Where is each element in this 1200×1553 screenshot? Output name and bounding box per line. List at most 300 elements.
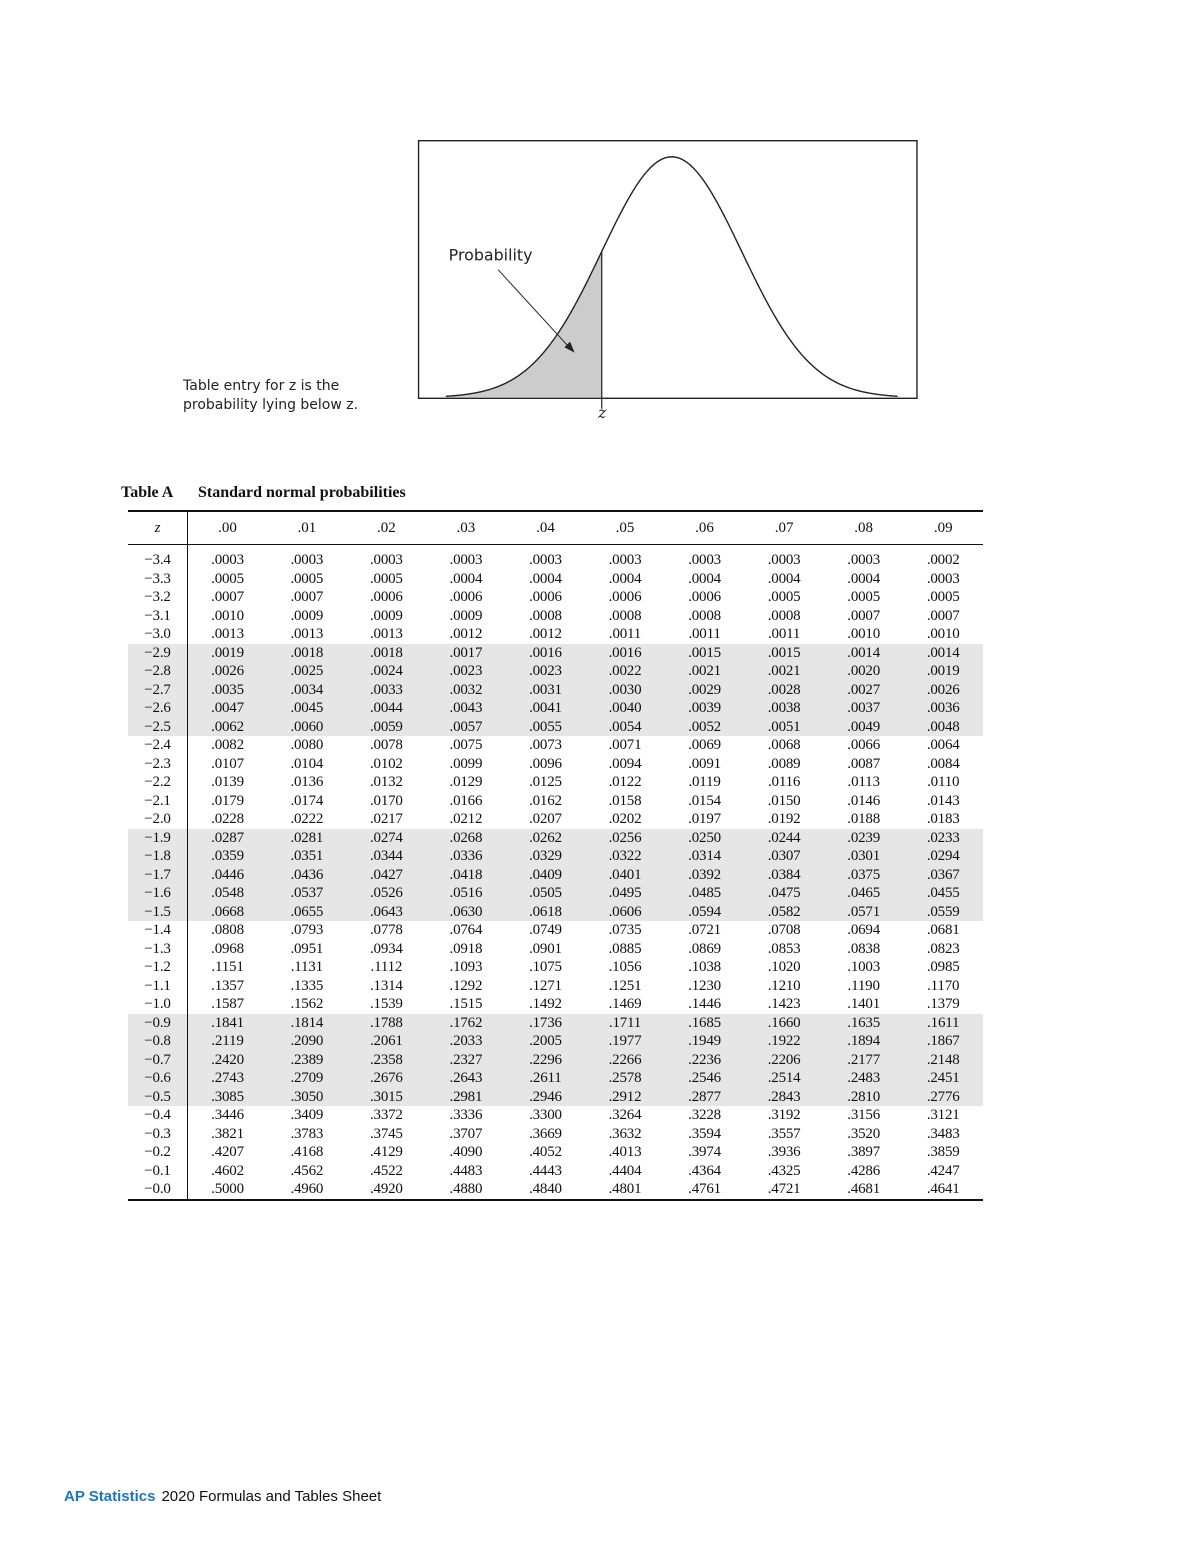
probability-cell: .0217 — [369, 811, 403, 827]
probability-cell: .0031 — [506, 681, 586, 700]
probability-cell: .0004 — [767, 570, 801, 587]
probability-cell: .0749 — [529, 922, 562, 938]
table-row — [128, 958, 983, 977]
probability-cell: .0436 — [267, 866, 347, 885]
probability-cell: .2611 — [506, 1069, 586, 1088]
probability-cell: .2420 — [188, 1051, 268, 1070]
z-value-cell: −2.4 — [128, 736, 188, 755]
probability-cell: .0002 — [926, 552, 960, 568]
probability-cell: .0015 — [665, 644, 745, 663]
probability-cell: .0808 — [211, 922, 244, 938]
caption-line: Table entry for z is the — [183, 378, 340, 394]
column-header: .09 — [933, 519, 953, 536]
probability-cell: .0764 — [449, 922, 483, 938]
probability-cell: .0016 — [585, 644, 665, 663]
probability-cell: .0045 — [267, 699, 347, 718]
probability-cell: .0008 — [529, 607, 562, 624]
z-value-cell: −1.1 — [128, 977, 188, 996]
probability-cell: .1292 — [449, 977, 483, 994]
z-value-cell: −0.1 — [128, 1162, 188, 1181]
probability-cell: .0951 — [290, 940, 324, 957]
table-header-row — [128, 511, 983, 545]
probability-cell: .0043 — [426, 699, 506, 718]
probability-cell: .0162 — [529, 792, 562, 809]
z-value-cell: −3.1 — [128, 607, 188, 626]
probability-cell: .0005 — [369, 570, 403, 587]
probability-cell: .3483 — [926, 1125, 960, 1142]
probability-cell: .1685 — [665, 1014, 745, 1033]
probability-cell: .0069 — [688, 737, 721, 753]
probability-cell: .0087 — [847, 755, 881, 772]
probability-cell: .1635 — [824, 1014, 904, 1033]
table-row — [128, 699, 983, 718]
z-value-cell: −0.7 — [128, 1051, 188, 1070]
probability-cell: .0505 — [506, 884, 586, 903]
table-name: Standard normal probabilities — [198, 484, 406, 501]
probability-cell: .0102 — [369, 755, 403, 772]
probability-cell: .2090 — [267, 1032, 347, 1051]
probability-cell: .0037 — [824, 699, 904, 718]
probability-cell: .1660 — [744, 1014, 824, 1033]
z-value-cell: −1.7 — [128, 866, 188, 885]
probability-cell: .0367 — [903, 866, 983, 885]
table-row — [128, 792, 983, 811]
probability-cell: .1841 — [188, 1014, 268, 1033]
probability-cell: .2483 — [824, 1069, 904, 1088]
probability-cell: .0166 — [449, 792, 483, 809]
probability-cell: .0375 — [824, 866, 904, 885]
probability-cell: .0007 — [211, 589, 244, 605]
z-value-cell: −2.7 — [128, 681, 188, 700]
probability-cell: .0885 — [608, 940, 642, 957]
probability-label: Probability — [448, 245, 533, 265]
probability-cell: .3557 — [767, 1125, 801, 1142]
z-value-cell: −2.6 — [128, 699, 188, 718]
probability-cell: .2877 — [665, 1088, 745, 1107]
probability-cell: .0582 — [744, 903, 824, 922]
probability-cell: .3520 — [847, 1125, 881, 1142]
probability-cell: .0183 — [926, 811, 960, 827]
z-value-cell: −3.2 — [128, 588, 188, 607]
probability-cell: .2912 — [585, 1088, 665, 1107]
probability-cell: .4129 — [369, 1144, 403, 1160]
probability-cell: .0838 — [847, 940, 881, 957]
probability-cell: .4013 — [608, 1144, 642, 1160]
probability-cell: .0392 — [665, 866, 745, 885]
table-row — [128, 995, 983, 1014]
z-value-cell: −2.5 — [128, 718, 188, 737]
probability-cell: .3821 — [211, 1125, 244, 1142]
probability-cell: .0051 — [744, 718, 824, 737]
probability-cell: .1210 — [767, 977, 801, 994]
probability-cell: .0606 — [585, 903, 665, 922]
probability-cell: .3745 — [369, 1125, 403, 1142]
probability-cell: .0384 — [744, 866, 824, 885]
probability-cell: .0003 — [847, 552, 881, 568]
probability-cell: .1539 — [369, 996, 403, 1012]
probability-cell: .3446 — [211, 1107, 244, 1123]
probability-cell: .0735 — [608, 922, 642, 938]
probability-cell: .2296 — [506, 1051, 586, 1070]
probability-cell: .0006 — [688, 589, 721, 605]
table-row — [128, 1180, 983, 1200]
probability-cell: .1271 — [529, 977, 562, 994]
probability-cell: .3156 — [847, 1107, 881, 1123]
probability-cell: .0934 — [369, 940, 403, 957]
probability-cell: .0012 — [449, 626, 483, 642]
probability-cell: .2810 — [824, 1088, 904, 1107]
probability-cell: .0006 — [449, 589, 483, 605]
probability-cell: .1038 — [688, 959, 721, 975]
probability-cell: .0793 — [290, 922, 324, 938]
probability-cell: .0455 — [903, 884, 983, 903]
z-value-cell: −0.0 — [128, 1180, 188, 1200]
probability-cell: .0006 — [608, 589, 642, 605]
probability-cell: .0409 — [506, 866, 586, 885]
probability-cell: .0154 — [688, 792, 721, 809]
probability-cell: .0003 — [688, 552, 721, 568]
probability-cell: .1814 — [267, 1014, 347, 1033]
probability-cell: .0044 — [347, 699, 427, 718]
probability-cell: .1736 — [506, 1014, 586, 1033]
probability-cell: .3859 — [926, 1144, 960, 1160]
probability-cell: .0823 — [926, 940, 960, 957]
probability-cell: .1867 — [903, 1032, 983, 1051]
probability-cell: .1112 — [370, 959, 403, 975]
probability-cell: .0516 — [426, 884, 506, 903]
probability-cell: .2061 — [347, 1032, 427, 1051]
probability-cell: .1314 — [369, 977, 403, 994]
table-row — [128, 545, 983, 570]
probability-cell: .0082 — [211, 737, 244, 753]
probability-cell: .2119 — [188, 1032, 268, 1051]
probability-cell: .3300 — [529, 1107, 562, 1123]
z-value-cell: −3.4 — [128, 545, 188, 570]
probability-cell: .0036 — [903, 699, 983, 718]
probability-cell: .0212 — [449, 811, 483, 827]
probability-cell: .0057 — [426, 718, 506, 737]
figure-caption — [183, 377, 358, 415]
probability-cell: .4801 — [608, 1181, 642, 1197]
probability-cell: .0003 — [290, 552, 324, 568]
probability-cell: .4286 — [847, 1162, 881, 1179]
probability-cell: .0174 — [290, 792, 324, 809]
probability-cell: .0281 — [267, 829, 347, 848]
probability-cell: .0158 — [608, 792, 642, 809]
probability-cell: .0024 — [347, 662, 427, 681]
z-value-cell: −2.0 — [128, 810, 188, 829]
probability-cell: .0668 — [188, 903, 268, 922]
column-header: .07 — [774, 519, 794, 536]
probability-cell: .4207 — [211, 1144, 244, 1160]
probability-cell: .0073 — [529, 737, 562, 753]
z-value-cell: −0.8 — [128, 1032, 188, 1051]
probability-cell: .0329 — [506, 847, 586, 866]
probability-cell: .0018 — [267, 644, 347, 663]
probability-cell: .0475 — [744, 884, 824, 903]
probability-cell: .0028 — [744, 681, 824, 700]
probability-cell: .2981 — [426, 1088, 506, 1107]
probability-cell: .1788 — [347, 1014, 427, 1033]
probability-cell: .3228 — [688, 1107, 721, 1123]
probability-cell: .1611 — [903, 1014, 983, 1033]
z-value-cell: −1.6 — [128, 884, 188, 903]
probability-cell: .0694 — [847, 922, 881, 938]
probability-cell: .0853 — [767, 940, 801, 957]
probability-cell: .0618 — [506, 903, 586, 922]
probability-cell: .0010 — [211, 607, 244, 624]
probability-cell: .0179 — [211, 792, 244, 809]
probability-cell: .0034 — [267, 681, 347, 700]
probability-cell: .3264 — [608, 1107, 642, 1123]
z-value-cell: −1.0 — [128, 995, 188, 1014]
probability-cell: .0062 — [188, 718, 268, 737]
probability-cell: .0250 — [665, 829, 745, 848]
page-footer — [64, 1488, 381, 1505]
probability-cell: .1711 — [585, 1014, 665, 1033]
probability-cell: .0188 — [847, 811, 881, 827]
probability-cell: .3936 — [767, 1144, 801, 1160]
probability-cell: .2206 — [744, 1051, 824, 1070]
probability-cell: .1251 — [608, 977, 642, 994]
column-header: .02 — [376, 519, 396, 536]
probability-cell: .0089 — [767, 755, 801, 772]
probability-cell: .1020 — [767, 959, 801, 975]
z-value-cell: −3.0 — [128, 625, 188, 644]
probability-cell: .0021 — [665, 662, 745, 681]
probability-cell: .0003 — [449, 552, 483, 568]
probability-cell: .0048 — [903, 718, 983, 737]
probability-cell: .0465 — [824, 884, 904, 903]
probability-cell: .2946 — [506, 1088, 586, 1107]
probability-cell: .0630 — [426, 903, 506, 922]
probability-cell: .1075 — [529, 959, 562, 975]
probability-cell: .0336 — [426, 847, 506, 866]
probability-cell: .0005 — [847, 589, 881, 605]
probability-cell: .2776 — [903, 1088, 983, 1107]
z-value-cell: −0.9 — [128, 1014, 188, 1033]
table-row — [128, 829, 983, 848]
probability-cell: .0104 — [290, 755, 324, 772]
probability-cell: .0150 — [767, 792, 801, 809]
probability-cell: .0110 — [927, 774, 960, 790]
probability-cell: .0035 — [188, 681, 268, 700]
probability-cell: .2327 — [426, 1051, 506, 1070]
z-value-cell: −2.9 — [128, 644, 188, 663]
table-row — [128, 921, 983, 940]
probability-cell: .0068 — [767, 737, 801, 753]
probability-cell: .1056 — [608, 959, 642, 975]
probability-cell: .2578 — [585, 1069, 665, 1088]
probability-cell: .0039 — [665, 699, 745, 718]
table-row — [128, 1014, 983, 1033]
probability-cell: .1093 — [449, 959, 483, 975]
probability-cell: .0017 — [426, 644, 506, 663]
probability-cell: .0233 — [903, 829, 983, 848]
probability-cell: .2358 — [347, 1051, 427, 1070]
table-row — [128, 1125, 983, 1144]
probability-cell: .0071 — [608, 737, 642, 753]
probability-cell: .0571 — [824, 903, 904, 922]
probability-cell: .3707 — [449, 1125, 483, 1142]
probability-cell: .0136 — [290, 774, 324, 790]
probability-cell: .0006 — [369, 589, 403, 605]
z-value-cell: −3.3 — [128, 570, 188, 589]
probability-cell: .0401 — [585, 866, 665, 885]
probability-cell: .0287 — [188, 829, 268, 848]
table-row — [128, 977, 983, 996]
probability-cell: .1446 — [688, 996, 721, 1012]
probability-cell: .0032 — [426, 681, 506, 700]
probability-cell: .1379 — [926, 996, 960, 1012]
probability-cell: .0256 — [585, 829, 665, 848]
probability-cell: .0526 — [347, 884, 427, 903]
probability-cell: .0022 — [585, 662, 665, 681]
probability-cell: .0009 — [290, 607, 324, 624]
probability-cell: .0129 — [449, 774, 483, 790]
probability-cell: .3372 — [369, 1107, 403, 1123]
normal-curve — [446, 157, 898, 396]
table-row — [128, 736, 983, 755]
z-value-cell: −1.3 — [128, 940, 188, 959]
probability-cell: .1170 — [927, 977, 960, 994]
probability-cell: .0009 — [449, 607, 483, 624]
probability-cell: .1230 — [688, 977, 721, 994]
probability-cell: .4443 — [529, 1162, 562, 1179]
probability-cell: .0007 — [926, 607, 960, 624]
z-value-cell: −0.2 — [128, 1143, 188, 1162]
probability-cell: .3974 — [688, 1144, 721, 1160]
probability-cell: .0192 — [767, 811, 801, 827]
probability-cell: .0027 — [824, 681, 904, 700]
probability-cell: .2005 — [506, 1032, 586, 1051]
probability-cell: .0344 — [347, 847, 427, 866]
probability-cell: .4681 — [847, 1181, 881, 1197]
probability-cell: .4960 — [290, 1181, 324, 1197]
probability-cell: .0066 — [847, 737, 881, 753]
probability-cell: .0485 — [665, 884, 745, 903]
table-title — [121, 484, 406, 502]
probability-cell: .0096 — [529, 755, 562, 772]
z-value-cell: −2.3 — [128, 755, 188, 774]
probability-cell: .0010 — [847, 626, 881, 642]
probability-cell: .0301 — [824, 847, 904, 866]
probability-cell: .0075 — [449, 737, 483, 753]
probability-cell: .4483 — [449, 1162, 483, 1179]
table-row — [128, 866, 983, 885]
probability-cell: .0008 — [608, 607, 642, 624]
probability-cell: .1587 — [211, 996, 244, 1012]
probability-cell: .0038 — [744, 699, 824, 718]
probability-cell: .0170 — [369, 792, 403, 809]
probability-cell: .0268 — [426, 829, 506, 848]
probability-cell: .0080 — [290, 737, 324, 753]
probability-cell: .0132 — [369, 774, 403, 790]
probability-cell: .0016 — [506, 644, 586, 663]
probability-cell: .0003 — [369, 552, 403, 568]
probability-cell: .5000 — [211, 1181, 244, 1197]
probability-cell: .0023 — [426, 662, 506, 681]
probability-cell: .1515 — [449, 996, 483, 1012]
probability-cell: .0307 — [744, 847, 824, 866]
probability-cell: .1492 — [529, 996, 562, 1012]
probability-cell: .0968 — [211, 940, 244, 957]
standard-normal-table — [128, 510, 983, 1201]
z-value-cell: −2.1 — [128, 792, 188, 811]
probability-cell: .0003 — [926, 570, 960, 587]
probability-cell: .4880 — [449, 1181, 483, 1197]
probability-cell: .1190 — [847, 977, 880, 994]
probability-cell: .0239 — [824, 829, 904, 848]
probability-cell: .2709 — [267, 1069, 347, 1088]
probability-cell: .2743 — [188, 1069, 268, 1088]
table-row — [128, 884, 983, 903]
probability-cell: .4247 — [926, 1162, 960, 1179]
probability-cell: .2236 — [665, 1051, 745, 1070]
probability-cell: .0004 — [847, 570, 881, 587]
probability-cell: .4761 — [688, 1181, 721, 1197]
probability-cell: .1977 — [585, 1032, 665, 1051]
probability-cell: .3669 — [529, 1125, 562, 1142]
probability-cell: .0012 — [529, 626, 562, 642]
probability-cell: .0901 — [529, 940, 562, 957]
probability-cell: .0202 — [608, 811, 642, 827]
table-row — [128, 662, 983, 681]
probability-cell: .0013 — [211, 626, 244, 642]
column-header: .00 — [218, 519, 237, 536]
probability-cell: .3192 — [767, 1107, 801, 1123]
probability-cell: .4562 — [290, 1162, 324, 1179]
table-label: Table A — [121, 484, 174, 501]
z-value-cell: −1.4 — [128, 921, 188, 940]
probability-cell: .0537 — [267, 884, 347, 903]
z-column-header: z — [128, 511, 188, 545]
table-row — [128, 1106, 983, 1125]
probability-cell: .4522 — [369, 1162, 403, 1179]
probability-cell: .0084 — [926, 755, 960, 772]
probability-cell: .0047 — [188, 699, 268, 718]
probability-cell: .0004 — [529, 570, 562, 587]
probability-cell: .3594 — [688, 1125, 721, 1142]
probability-cell: .4090 — [449, 1144, 483, 1160]
table-row — [128, 644, 983, 663]
probability-cell: .0446 — [188, 866, 268, 885]
probability-cell: .0041 — [506, 699, 586, 718]
z-value-cell: −1.9 — [128, 829, 188, 848]
probability-cell: .1469 — [608, 996, 642, 1012]
probability-cell: .0059 — [347, 718, 427, 737]
probability-cell: .2148 — [903, 1051, 983, 1070]
probability-cell: .1335 — [290, 977, 324, 994]
probability-cell: .1423 — [767, 996, 801, 1012]
probability-cell: .0015 — [744, 644, 824, 663]
probability-cell: .0040 — [585, 699, 665, 718]
probability-cell: .0020 — [824, 662, 904, 681]
probability-cell: .0681 — [926, 922, 960, 938]
probability-cell: .2451 — [903, 1069, 983, 1088]
probability-cell: .0274 — [347, 829, 427, 848]
z-value-cell: −1.5 — [128, 903, 188, 922]
probability-cell: .0004 — [608, 570, 642, 587]
table-row — [128, 588, 983, 607]
z-value-cell: −0.5 — [128, 1088, 188, 1107]
probability-cell: .0014 — [903, 644, 983, 663]
probability-cell: .0025 — [267, 662, 347, 681]
probability-cell: .0003 — [767, 552, 801, 568]
probability-cell: .3409 — [290, 1107, 324, 1123]
probability-cell: .0023 — [506, 662, 586, 681]
probability-cell: .3783 — [290, 1125, 324, 1142]
